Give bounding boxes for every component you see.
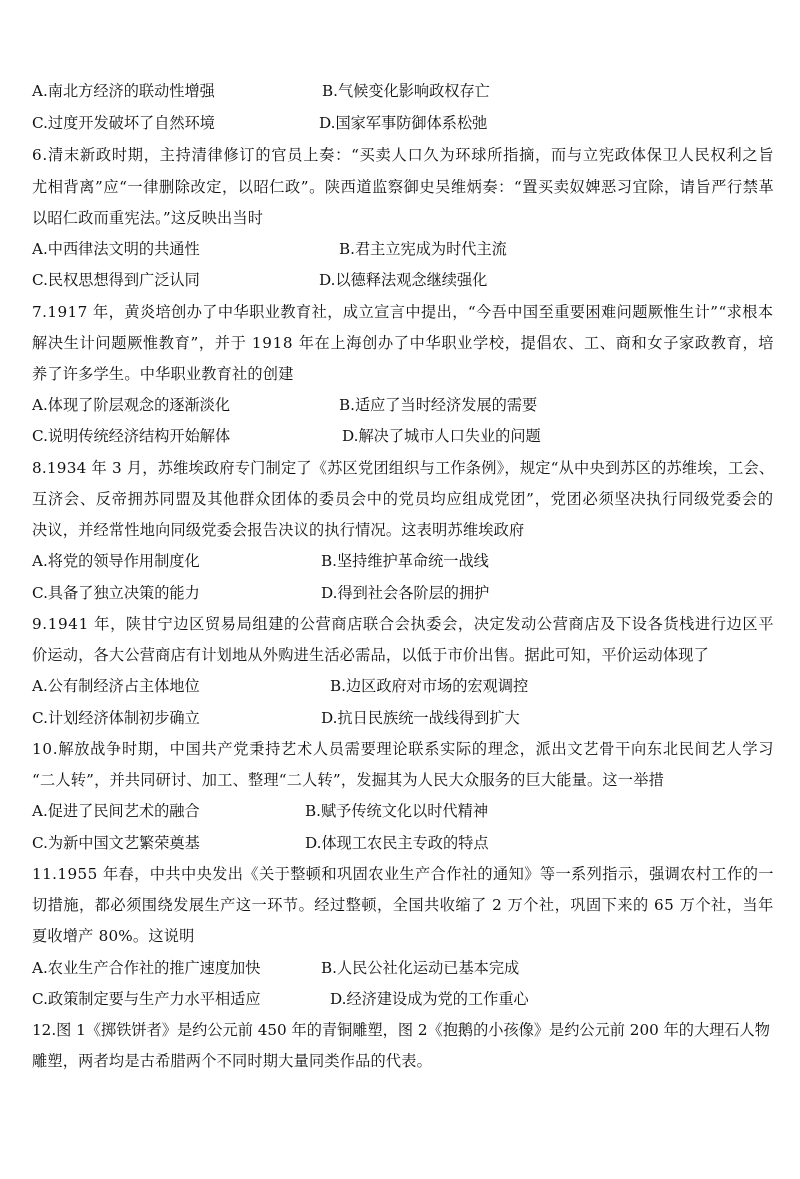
q5-option-d: D.国家军事防御体系松弛: [319, 114, 488, 132]
q6-option-d: D.以德释法观念继续强化: [319, 271, 488, 289]
q8-stem-line-2: 互济会、反帝拥苏同盟及其他群众团体的委员会中的党员均应组成党团”，党团必须坚决执行同级党委会的: [32, 490, 774, 508]
q7-option-c: C.说明传统经济结构开始解体: [32, 427, 231, 445]
q8-option-c: C.具备了独立决策的能力: [32, 584, 200, 602]
q7-option-b: B.适应了当时经济发展的需要: [339, 396, 538, 414]
q9-stem-line-2: 价运动，各大公营商店有计划地从外购进生活必需品，以低于市价出售。据此可知，平价运动体现了: [32, 646, 710, 664]
q6-option-b: B.君主立宪成为时代主流: [339, 240, 507, 258]
q5-option-a: A.南北方经济的联动性增强: [32, 82, 215, 100]
q9-stem-line-1: 9.1941 年，陕甘宁边区贸易局组建的公营商店联合会执委会，决定发动公营商店及下设各货栈进行边区平: [32, 615, 774, 633]
q8-option-d: D.得到社会各阶层的拥护: [321, 584, 490, 602]
q9-option-d: D.抗日民族统一战线得到扩大: [321, 709, 520, 727]
q8-option-a: A.将党的领导作用制度化: [32, 552, 200, 570]
q11-option-d: D.经济建设成为党的工作重心: [330, 990, 529, 1008]
q10-option-d: D.体现工农民主专政的特点: [305, 834, 489, 852]
q7-stem-line-1: 7.1917 年，黄炎培创办了中华职业教育社，成立宣言中提出，“今吾中国至重要困难问题厥惟生计”“求根本: [32, 303, 774, 321]
q5-option-b: B.气候变化影响政权存亡: [322, 82, 490, 100]
q11-stem-line-2: 切措施，都必须围绕发展生产这一环节。经过整顿，全国共收缩了 2 万个社，巩固下来的 65 万个社，当年: [32, 896, 774, 914]
q6-option-c: C.民权思想得到广泛认同: [32, 271, 200, 289]
q10-option-c: C.为新中国文艺繁荣奠基: [32, 834, 200, 852]
q7-option-d: D.解决了城市人口失业的问题: [342, 427, 541, 445]
q5-option-c: C.过度开发破坏了自然环境: [32, 114, 215, 132]
q7-stem-line-2: 解决生计问题厥惟教育”，并于 1918 年在上海创办了中华职业学校，提倡农、工、商和女子家政教育，培: [32, 334, 774, 352]
q10-stem-line-1: 10.解放战争时期，中国共产党秉持艺术人员需要理论联系实际的理念，派出文艺骨干向东北民间艺人学习: [32, 740, 774, 758]
q7-stem-line-3: 养了许多学生。中华职业教育社的创建: [32, 365, 294, 383]
q10-stem-line-2: “二人转”，并共同研讨、加工、整理“二人转”，发掘其为人民大众服务的巨大能量。这一举措: [32, 771, 664, 789]
q12-stem-line-1: 12.图 1《掷铁饼者》是约公元前 450 年的青铜雕塑，图 2《抱鹅的小孩像》是约公元前 200 年的大理石人物: [32, 1021, 770, 1039]
q6-stem-line-1: 6.清末新政时期，主持清律修订的官员上奏：“买卖人口久为环球所指摘，而与立宪政体保卫人民权利之旨: [32, 146, 774, 164]
q11-option-c: C.政策制定要与生产力水平相适应: [32, 990, 261, 1008]
q9-option-b: B.边区政府对市场的宏观调控: [330, 677, 529, 695]
q7-option-a: A.体现了阶层观念的逐渐淡化: [32, 396, 231, 414]
q8-stem-line-1: 8.1934 年 3 月，苏维埃政府专门制定了《苏区党团组织与工作条例》，规定“从中央到苏区的苏维埃，工会、: [32, 459, 774, 477]
q8-stem-line-3: 决议，并经常性地向同级党委会报告决议的执行情况。这表明苏维埃政府: [32, 521, 525, 539]
q9-option-c: C.计划经济体制初步确立: [32, 709, 200, 727]
q11-stem-line-3: 夏收增产 80%。这说明: [32, 927, 195, 945]
q6-stem-line-3: 以昭仁政而重宪法。”这反映出当时: [32, 209, 264, 227]
q6-option-a: A.中西律法文明的共通性: [32, 240, 200, 258]
q11-option-a: A.农业生产合作社的推广速度加快: [32, 959, 261, 977]
q11-stem-line-1: 11.1955 年春，中共中央发出《关于整顿和巩固农业生产合作社的通知》等一系列指示，强调农村工作的一: [32, 865, 774, 883]
q12-stem-line-2: 雕塑，两者均是古希腊两个不同时期大量同类作品的代表。: [32, 1052, 433, 1070]
q11-option-b: B.人民公社化运动已基本完成: [321, 959, 520, 977]
q10-option-a: A.促进了民间艺术的融合: [32, 802, 200, 820]
q8-option-b: B.坚持维护革命统一战线: [321, 552, 489, 570]
q9-option-a: A.公有制经济占主体地位: [32, 677, 200, 695]
q6-stem-line-2: 尤相背离”应“一律删除改定，以昭仁政”。陕西道监察御史吴维炳奏：“置买卖奴婢恶习宜除，请旨严行禁革: [32, 178, 774, 196]
q10-option-b: B.赋予传统文化以时代精神: [305, 802, 489, 820]
